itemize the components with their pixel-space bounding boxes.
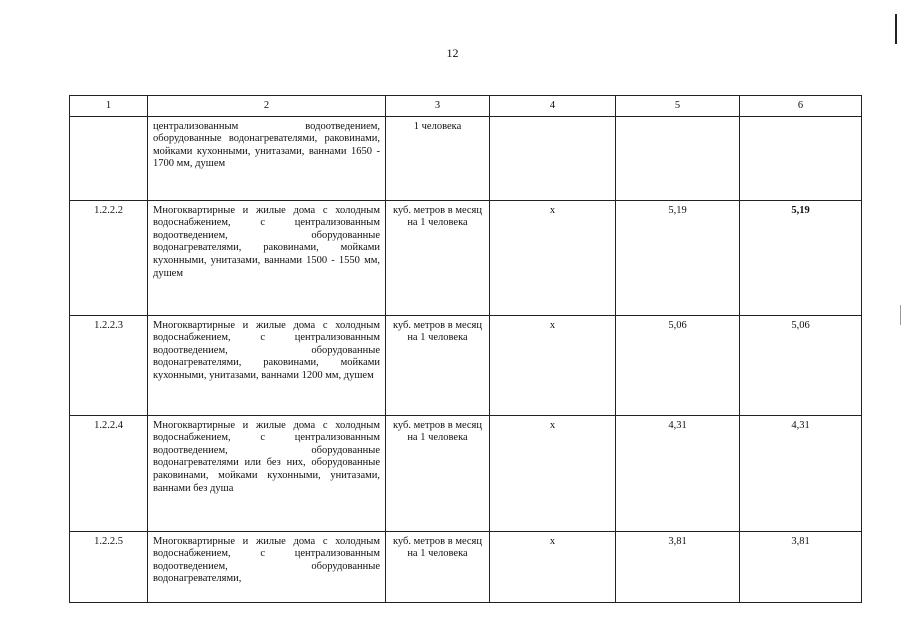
column-number-5: 5 [616, 96, 740, 117]
row-col6: 4,31 [740, 415, 862, 531]
scan-artifact-mark [900, 305, 901, 325]
row-description: Многоквартирные и жилые дома с холодным водоснабжением, с централизованным водоотведением, оборудованные водонагревателями, [148, 531, 386, 602]
row-col5: 3,81 [616, 531, 740, 602]
row-code [70, 116, 148, 200]
row-col4 [490, 116, 616, 200]
row-description: Многоквартирные и жилые дома с холодным водоснабжением, с централизованным водоотведением, оборудованные водонагревателями или без них, оборудованные раковинами, мойками кухонными, унитазами, ваннами без душа [148, 415, 386, 531]
row-unit: куб. метров в месяц на 1 человека [386, 315, 490, 415]
table-row [70, 200, 862, 315]
row-code: 1.2.2.2 [70, 200, 148, 315]
row-unit: 1 человека [386, 116, 490, 200]
row-col5: 4,31 [616, 415, 740, 531]
row-col4: х [490, 531, 616, 602]
row-code: 1.2.2.4 [70, 415, 148, 531]
row-unit: куб. метров в месяц на 1 человека [386, 415, 490, 531]
table-row [70, 531, 862, 602]
norms-table [69, 95, 862, 603]
row-col6: 5,06 [740, 315, 862, 415]
scan-edge-line [895, 14, 897, 44]
row-code: 1.2.2.5 [70, 531, 148, 602]
row-col4: х [490, 315, 616, 415]
row-col5 [616, 116, 740, 200]
column-number-6: 6 [740, 96, 862, 117]
row-description: Многоквартирные и жилые дома с холодным водоснабжением, с централизованным водоотведением, оборудованные водонагревателями, раковинами, мойками кухонными, унитазами, ваннами 1500 - 1550 мм, душем [148, 200, 386, 315]
row-unit: куб. метров в месяц на 1 человека [386, 531, 490, 602]
row-col6: 3,81 [740, 531, 862, 602]
row-description: Многоквартирные и жилые дома с холодным водоснабжением, с централизованным водоотведением, оборудованные водонагревателями, раковинами, мойками кухонными, унитазами, ваннами 1200 мм, душем [148, 315, 386, 415]
table-row [70, 415, 862, 531]
page-number: 12 [446, 46, 459, 60]
column-number-1: 1 [70, 96, 148, 117]
row-description: централизованным водоотведением, оборудованные водонагревателями, раковинами, мойками кухонными, унитазами, ваннами 1650 - 1700 мм, душем [148, 116, 386, 200]
row-col5: 5,19 [616, 200, 740, 315]
row-col4: х [490, 200, 616, 315]
row-unit: куб. метров в месяц на 1 человека [386, 200, 490, 315]
column-number-2: 2 [148, 96, 386, 117]
row-col4: х [490, 415, 616, 531]
row-col6 [740, 116, 862, 200]
table-header-row [70, 96, 862, 117]
table-row [70, 116, 862, 200]
table-row [70, 315, 862, 415]
row-code: 1.2.2.3 [70, 315, 148, 415]
row-col5: 5,06 [616, 315, 740, 415]
column-number-3: 3 [386, 96, 490, 117]
row-col6: 5,19 [740, 200, 862, 315]
column-number-4: 4 [490, 96, 616, 117]
